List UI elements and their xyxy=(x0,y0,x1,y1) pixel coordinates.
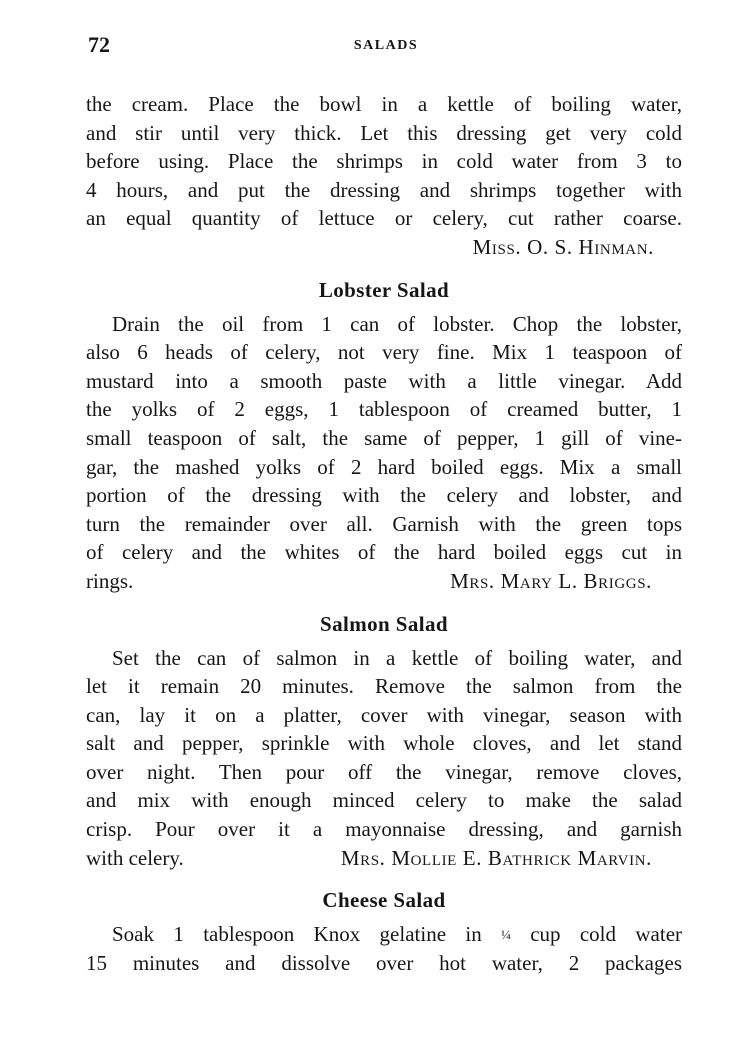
text-line: before using. Place the shrimps in cold water from 3 to xyxy=(86,149,682,174)
text-line: gar, the mashed yolks of 2 hard boiled eggs. Mix a small xyxy=(86,454,682,479)
text-line: an equal quantity of lettuce or celery, cut rather coarse. xyxy=(86,206,682,231)
text-line: salt and pepper, sprinkle with whole cloves, and let stand xyxy=(86,731,682,756)
text-line: let it remain 20 minutes. Remove the salmon from the xyxy=(86,674,682,699)
recipe-title: Lobster Salad xyxy=(318,277,450,302)
salmon-salad-recipe xyxy=(86,608,682,873)
page-body xyxy=(86,90,682,977)
text-line: also 6 heads of celery, not very fine. Mix 1 teaspoon of xyxy=(86,340,682,365)
recipe-title: Salmon Salad xyxy=(320,611,448,636)
signature-name: Mrs. Mollie E. Bathrick Marvin. xyxy=(340,845,652,870)
text-line: and stir until very thick. Let this dressing get very cold xyxy=(86,120,682,145)
text-line: Set the can of salmon in a kettle of boiling water, and xyxy=(112,645,682,670)
lobster-salad-recipe xyxy=(86,274,682,596)
text-fragment: Soak 1 tablespoon Knox gelatine in xyxy=(112,922,482,947)
text-line: small teaspoon of salt, the same of pepper, 1 gill of vine- xyxy=(86,425,682,450)
text-line: and mix with enough minced celery to make the salad xyxy=(86,788,682,813)
text-line-end: with celery. xyxy=(86,845,184,870)
text-line: 15 minutes and dissolve over hot water, 2 packages xyxy=(86,950,682,975)
text-line: of celery and the whites of the hard boiled eggs cut in xyxy=(86,540,682,565)
text-line: 4 hours, and put the dressing and shrimps together with xyxy=(86,177,682,202)
text-line: portion of the dressing with the celery and lobster, and xyxy=(86,483,682,508)
signature-name: Mrs. Mary L. Briggs. xyxy=(450,568,652,593)
recipe-title: Cheese Salad xyxy=(322,888,446,913)
text-line: mustard into a smooth paste with a little vinegar. Add xyxy=(86,368,682,393)
text-line-end: rings. xyxy=(86,568,134,593)
running-head: SALADS xyxy=(353,38,419,53)
quarter-fraction: ¼ xyxy=(501,927,511,943)
signature-name: Miss. O. S. Hinman. xyxy=(472,234,654,259)
text-line xyxy=(86,920,682,949)
text-line: turn the remainder over all. Garnish with the green tops xyxy=(86,511,682,536)
page-header xyxy=(88,32,684,64)
text-line: the yolks of 2 eggs, 1 tablespoon of creamed butter, 1 xyxy=(86,397,682,422)
recipe-signature-line xyxy=(86,567,682,596)
recipe-signature-line xyxy=(86,844,682,873)
shrimp-salad-continuation xyxy=(86,90,682,262)
cheese-salad-recipe xyxy=(86,884,682,977)
text-fragment: cup cold water xyxy=(530,922,682,947)
text-line: the cream. Place the bowl in a kettle of boiling water, xyxy=(86,92,682,116)
text-line: over night. Then pour off the vinegar, remove cloves, xyxy=(86,759,682,784)
page-number: 72 xyxy=(88,32,110,57)
text-line: Drain the oil from 1 can of lobster. Chop the lobster, xyxy=(112,311,682,336)
text-line: can, lay it on a platter, cover with vinegar, season with xyxy=(86,702,682,727)
recipe-signature xyxy=(86,233,682,262)
text-line: crisp. Pour over it a mayonnaise dressing, and garnish xyxy=(86,817,682,842)
